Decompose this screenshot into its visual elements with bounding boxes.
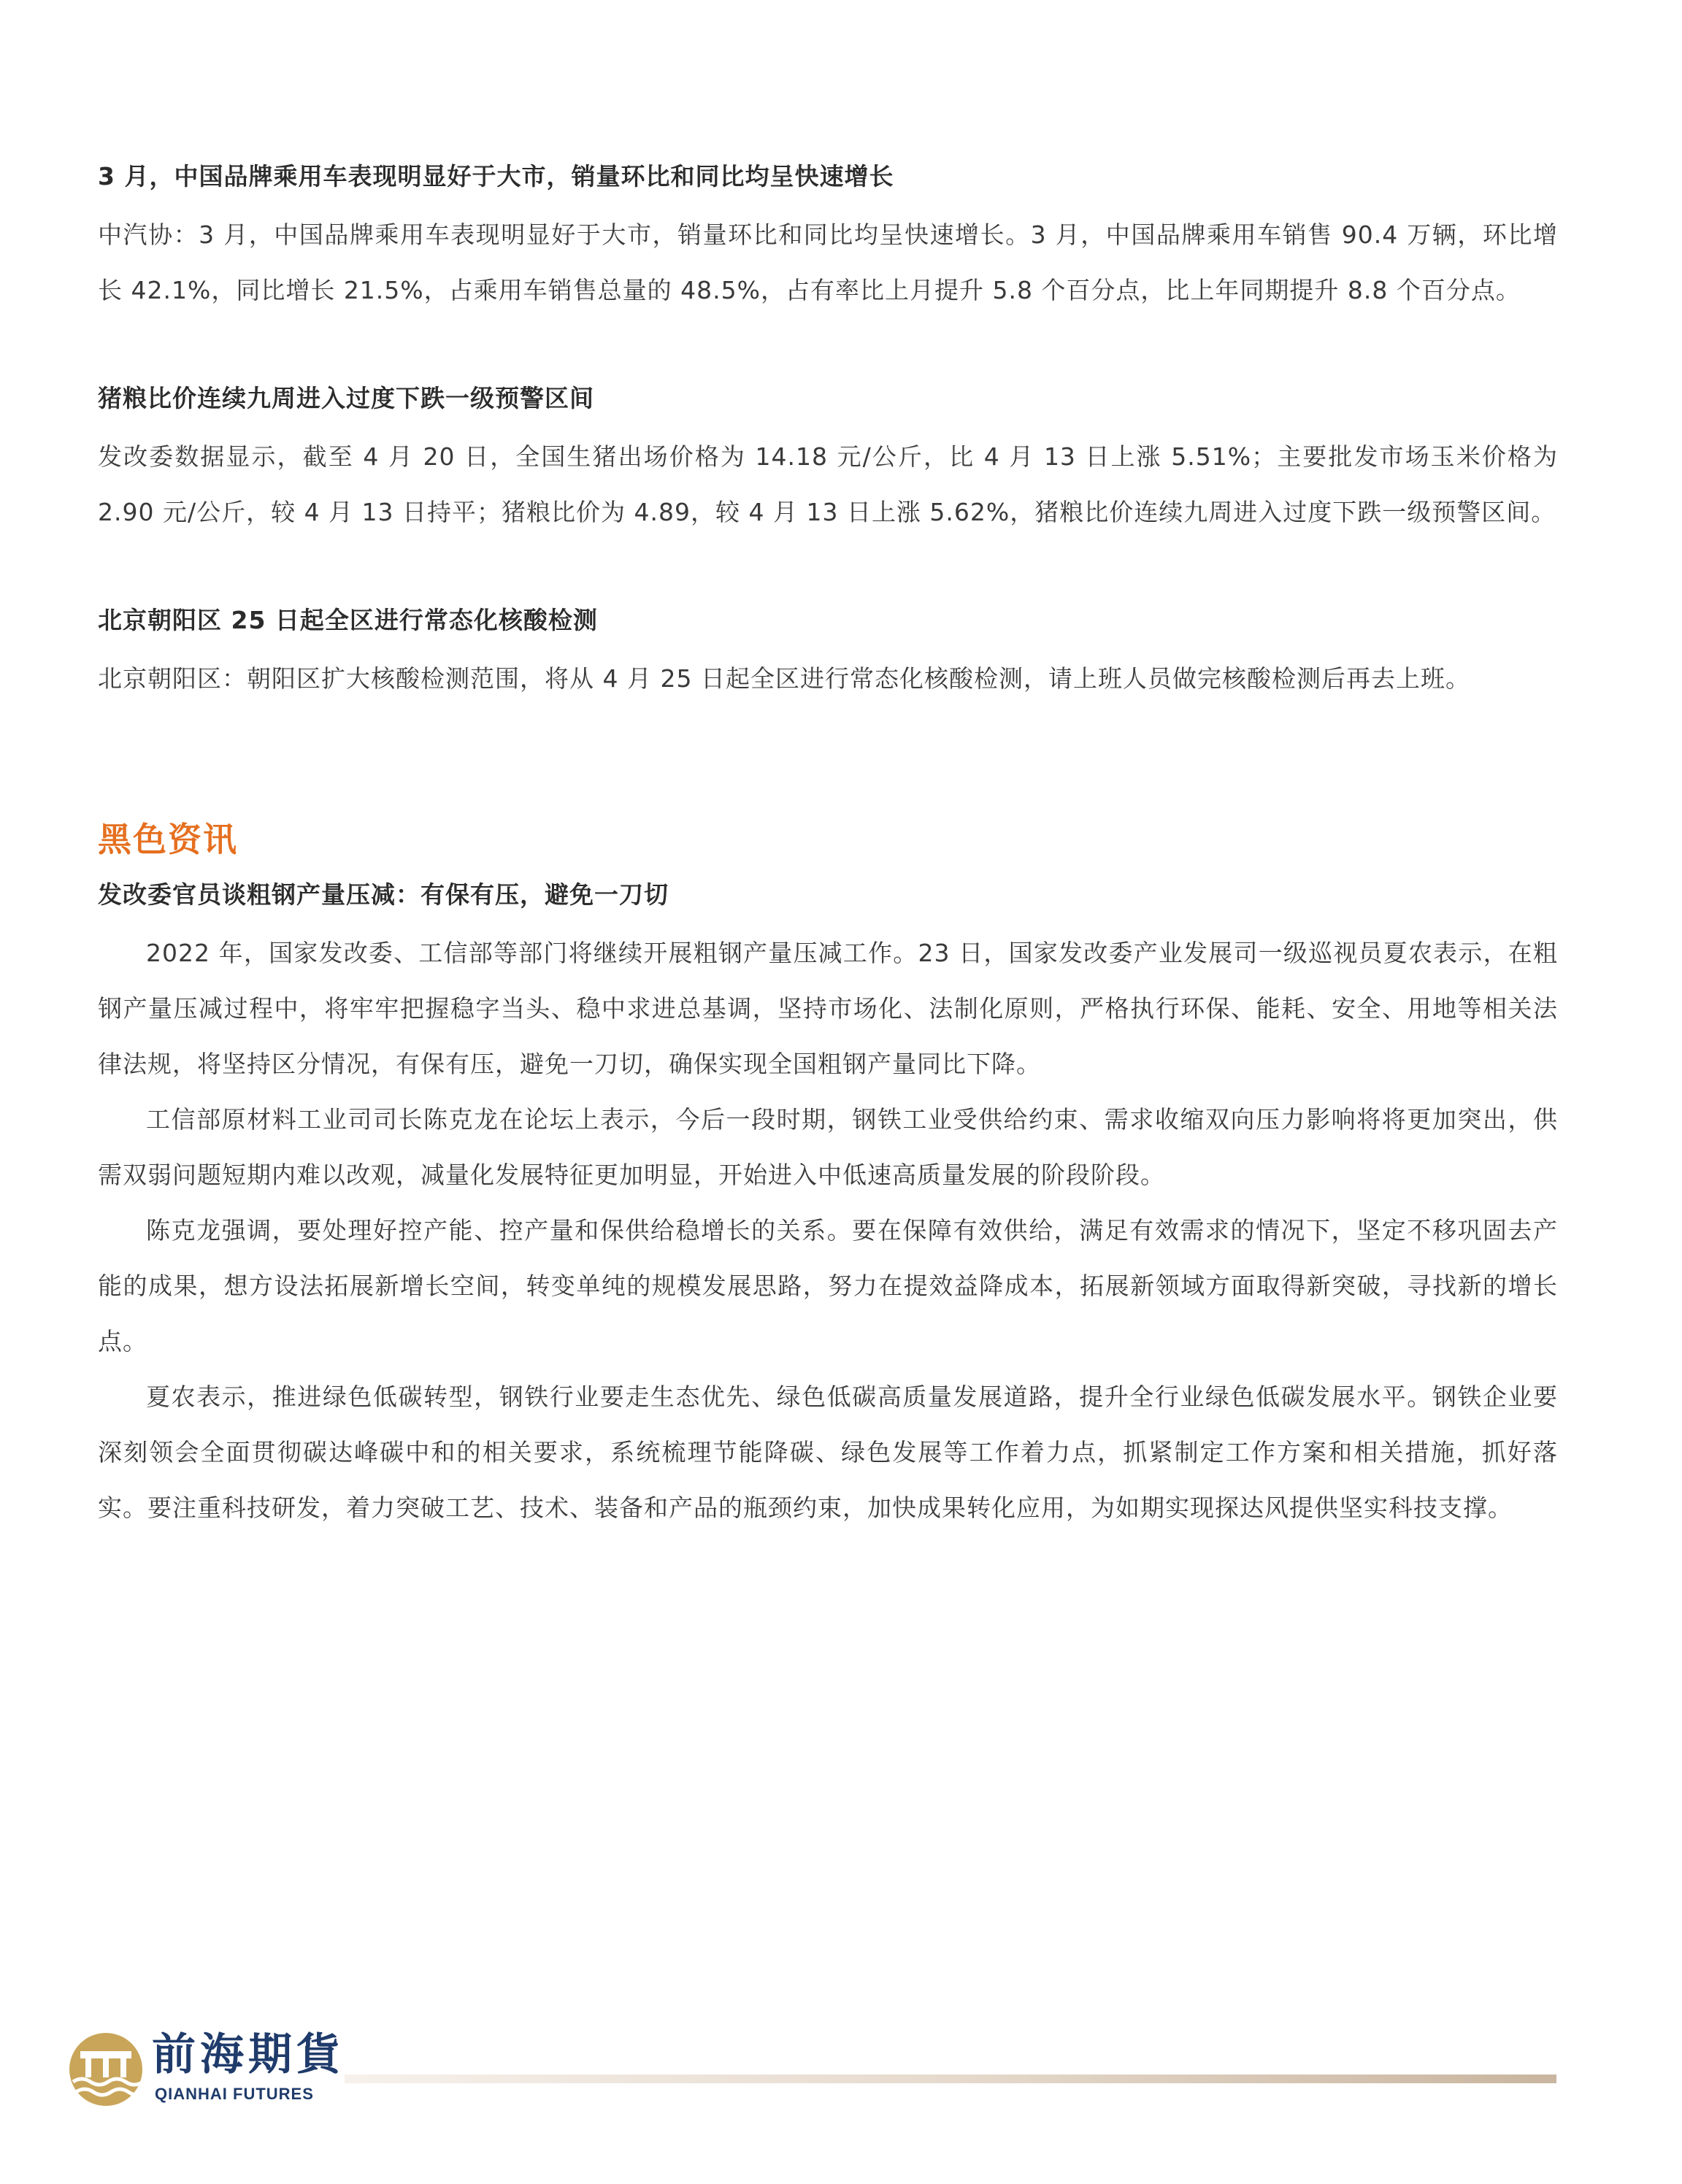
logo-text-english: QIANHAI FUTURES <box>155 2085 314 2103</box>
news-item-pig-grain-ratio <box>98 382 1558 540</box>
news-title: 猪粮比价连续九周进入过度下跌一级预警区间 <box>98 384 594 412</box>
footer-divider-bar <box>345 2075 1556 2083</box>
qianhai-logo-icon <box>66 2029 146 2110</box>
paragraph: 工信部原材料工业司司长陈克龙在论坛上表示，今后一段时期，钢铁工业受供给约束、需求收缩双向压力影响将将更加突出，供需双弱问题短期内难以改观，减量化发展特征更加明显，开始进入中低速高质量发展的阶段阶段。 <box>98 1105 1558 1189</box>
paragraph: 2022 年，国家发改委、工信部等部门将继续开展粗钢产量压减工作。23 日，国家发改委产业发展司一级巡视员夏农表示，在粗钢产量压减过程中，将牢牢把握稳字当头、稳中求进总基调，坚持市场化、法制化原则，严格执行环保、能耗、安全、用地等相关法律法规，将坚持区分情况，有保有压，避免一刀切，确保实现全国粗钢产量同比下降。 <box>98 939 1558 1078</box>
page-content <box>98 161 1558 1536</box>
news-item-car-sales <box>98 161 1558 318</box>
news-title: 北京朝阳区 25 日起全区进行常态化核酸检测 <box>98 606 598 634</box>
section-heading: 黑色资讯 <box>98 820 238 859</box>
news-body: 北京朝阳区：朝阳区扩大核酸检测范围，将从 4 月 25 日起全区进行常态化核酸检测，请上班人员做完核酸检测后再去上班。 <box>98 664 1470 693</box>
paragraph: 陈克龙强调，要处理好控产能、控产量和保供给稳增长的关系。要在保障有效供给，满足有效需求的情况下，坚定不移巩固去产能的成果，想方设法拓展新增长空间，转变单纯的规模发展思路，努力在提效益降成本，拓展新领域方面取得新突破，寻找新的增长点。 <box>98 1216 1558 1356</box>
logo-text-chinese: 前海期貨 <box>152 2029 345 2080</box>
news-body: 中汽协：3 月，中国品牌乘用车表现明显好于大市，销量环比和同比均呈快速增长。3 月，中国品牌乘用车销售 90.4 万辆，环比增长 42.1%，同比增长 21.5%，占乘用车销售总量的 48.5%，占有率比上月提升 5.8 个百分点，比上年同期提升 8.8 个百分点。 <box>98 220 1558 304</box>
page-footer <box>66 2029 1570 2110</box>
paragraph: 夏农表示，推进绿色低碳转型，钢铁行业要走生态优先、绿色低碳高质量发展道路，提升全行业绿色低碳发展水平。钢铁企业要深刻领会全面贯彻碳达峰碳中和的相关要求，系统梳理节能降碳、绿色发展等工作着力点，抓紧制定工作方案和相关措施，抓好落实。要注重科技研发，着力突破工艺、技术、装备和产品的瓶颈约束，加快成果转化应用，为如期实现探达风提供坚实科技支撑。 <box>98 1383 1558 1522</box>
news-body: 发改委数据显示，截至 4 月 20 日，全国生猪出场价格为 14.18 元/公斤，比 4 月 13 日上涨 5.51%；主要批发市场玉米价格为 2.90 元/公斤，较 4 月 13 日持平；猪粮比价为 4.89，较 4 月 13 日上涨 5.62%，猪粮比价连续九周进入过度下跌一级预警区间。 <box>98 442 1558 526</box>
black-news-section <box>98 816 1558 1536</box>
news-item-beijing-testing <box>98 604 1558 707</box>
news-title: 3 月，中国品牌乘用车表现明显好于大市，销量环比和同比均呈快速增长 <box>98 162 894 191</box>
news-title: 发改委官员谈粗钢产量压减：有保有压，避免一刀切 <box>98 880 669 909</box>
